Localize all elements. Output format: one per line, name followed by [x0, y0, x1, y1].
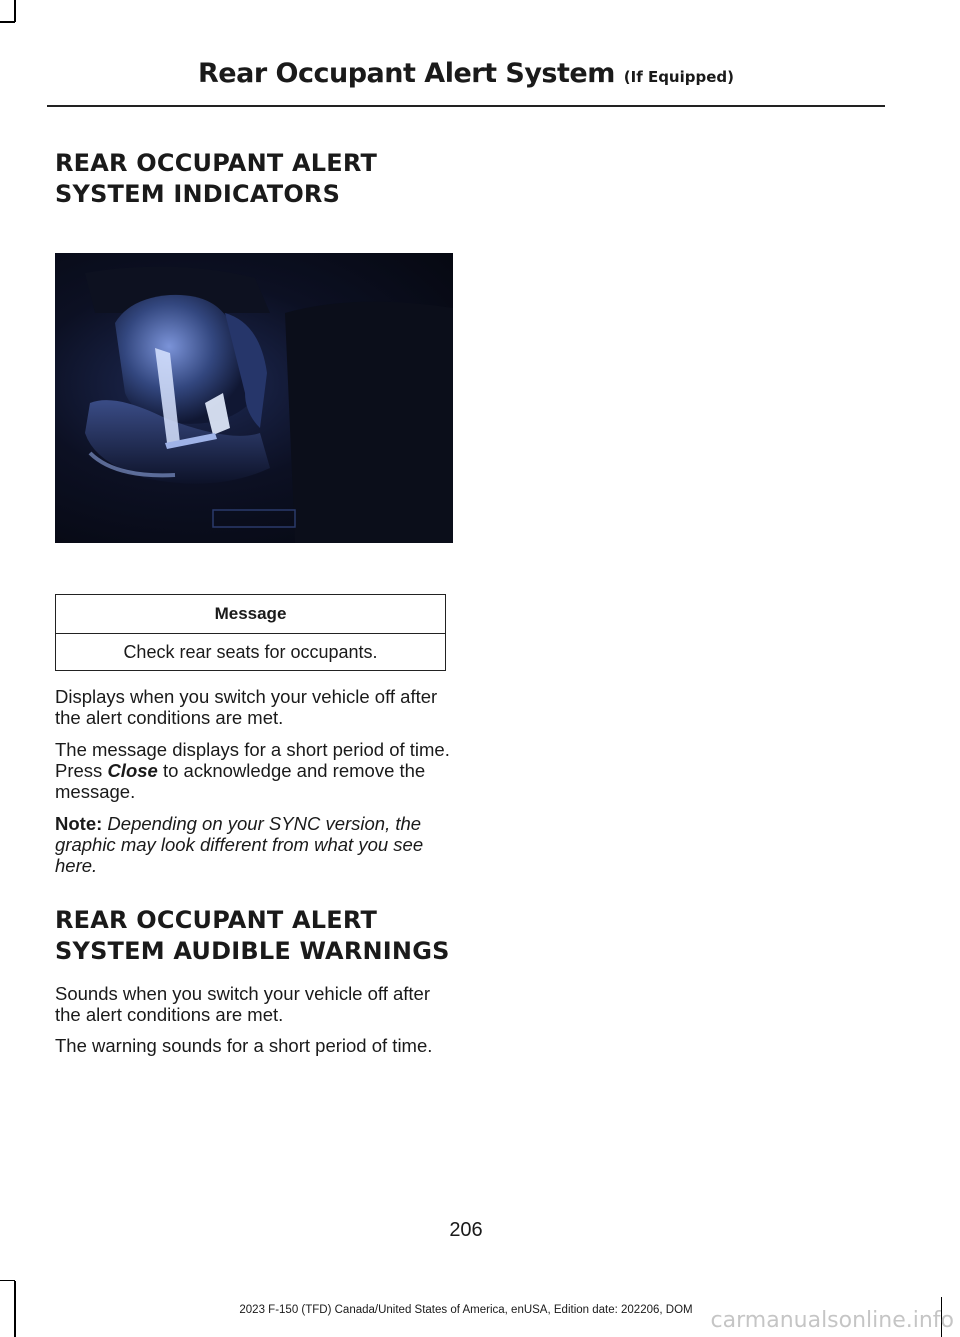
paragraph-message-close [55, 739, 450, 802]
header-subtitle: (If Equipped) [623, 68, 734, 86]
text-span: The message displays for a short period of time. Press [55, 739, 450, 781]
section-heading-indicators [55, 148, 465, 210]
section-heading-audible [55, 905, 465, 967]
child-seat-illustration [55, 253, 453, 543]
page-header-title [0, 58, 932, 89]
watermark: carmanualsonline.info [710, 1308, 954, 1333]
page-number: 206 [449, 1219, 483, 1241]
close-keyword: Close [107, 760, 158, 781]
table-header-cell: Message [56, 595, 446, 634]
note-body: Depending on your SYNC version, the graphic may look different from what you see here. [55, 813, 424, 876]
header-title-text: Rear Occupant Alert System [198, 58, 615, 89]
paragraph-sounds: Sounds when you switch your vehicle off after the alert conditions are met. [55, 983, 431, 1025]
crop-mark [0, 21, 15, 23]
text-span: to acknowledge and remove the message. [55, 760, 426, 802]
crop-mark [14, 0, 16, 22]
note-label: Note: [55, 813, 103, 834]
heading-line: SYSTEM INDICATORS [55, 180, 341, 208]
heading-line: SYSTEM AUDIBLE WARNINGS [55, 937, 450, 965]
heading-line: REAR OCCUPANT ALERT [55, 149, 378, 177]
note-paragraph [55, 813, 450, 876]
message-table [55, 594, 446, 671]
paragraph-displays: Displays when you switch your vehicle off after the alert conditions are met. [55, 686, 438, 728]
header-divider [47, 105, 885, 107]
paragraph-warning: The warning sounds for a short period of time. [55, 1035, 433, 1056]
heading-line: REAR OCCUPANT ALERT [55, 906, 378, 934]
crop-mark [0, 1280, 15, 1282]
table-cell: Check rear seats for occupants. [56, 634, 446, 671]
child-seat-photo [55, 253, 453, 543]
photo-label-box [213, 510, 295, 527]
footer-edition: 2023 F-150 (TFD) Canada/United States of America, enUSA, Edition date: 202206, DOM [239, 1304, 693, 1316]
